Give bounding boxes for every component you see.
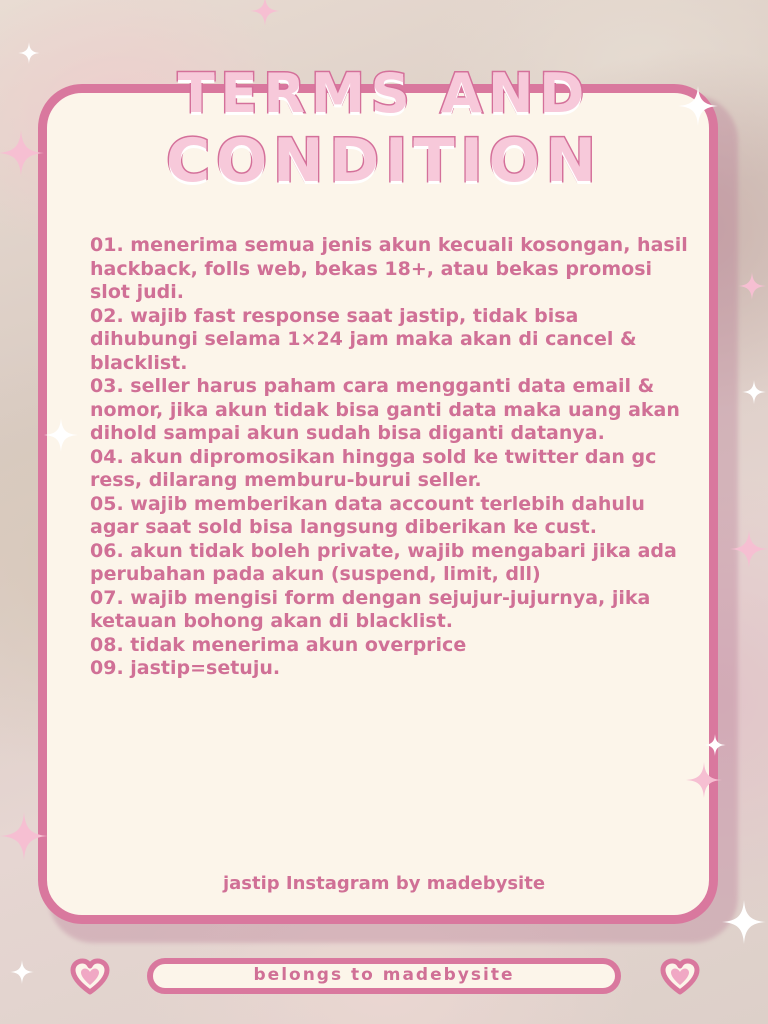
- term-item: 02. wajib fast response saat jastip, tidak bisa dihubungi selama 1×24 jam maka akan di cancel & blacklist.: [90, 304, 637, 374]
- term-item: 06. akun tidak boleh private, wajib mengabari jika ada perubahan pada akun (suspend, limit, dll): [90, 539, 677, 585]
- term-item: 09. jastip=setuju.: [90, 657, 281, 679]
- footer-credit: jastip Instagram by madebysite: [222, 873, 546, 894]
- term-item: 03. seller harus paham cara mengganti data email & nomor, jika akun tidak bisa ganti data maka uang akan dihold sampai akun sudah bisa diganti datanya.: [90, 375, 680, 444]
- term-item: 05. wajib memberikan data account terlebih dahulu agar saat sold bisa langsung diberikan ke cust.: [90, 492, 645, 538]
- term-item: 01. menerima semua jenis akun kecuali kosongan, hasil hackback, folls web, bekas 18+, atau bekas promosi slot judi.: [90, 234, 688, 303]
- term-item: 07. wajib mengisi form dengan sejujur-jujurnya, jika ketauan bohong akan di blacklist.: [90, 586, 651, 632]
- heart-icon: [70, 958, 110, 998]
- title-line-1: TERMS AND: [177, 62, 591, 125]
- heart-icon: [660, 958, 700, 998]
- term-item: 04. akun dipromosikan hingga sold ke twitter dan gc ress, dilarang memburu-burui seller.: [90, 445, 657, 491]
- title-line-2: CONDITION: [166, 126, 602, 196]
- terms-list: [90, 234, 690, 681]
- owner-badge: belongs to madebysite: [147, 958, 621, 994]
- term-item: 08. tidak menerima akun overprice: [90, 633, 467, 656]
